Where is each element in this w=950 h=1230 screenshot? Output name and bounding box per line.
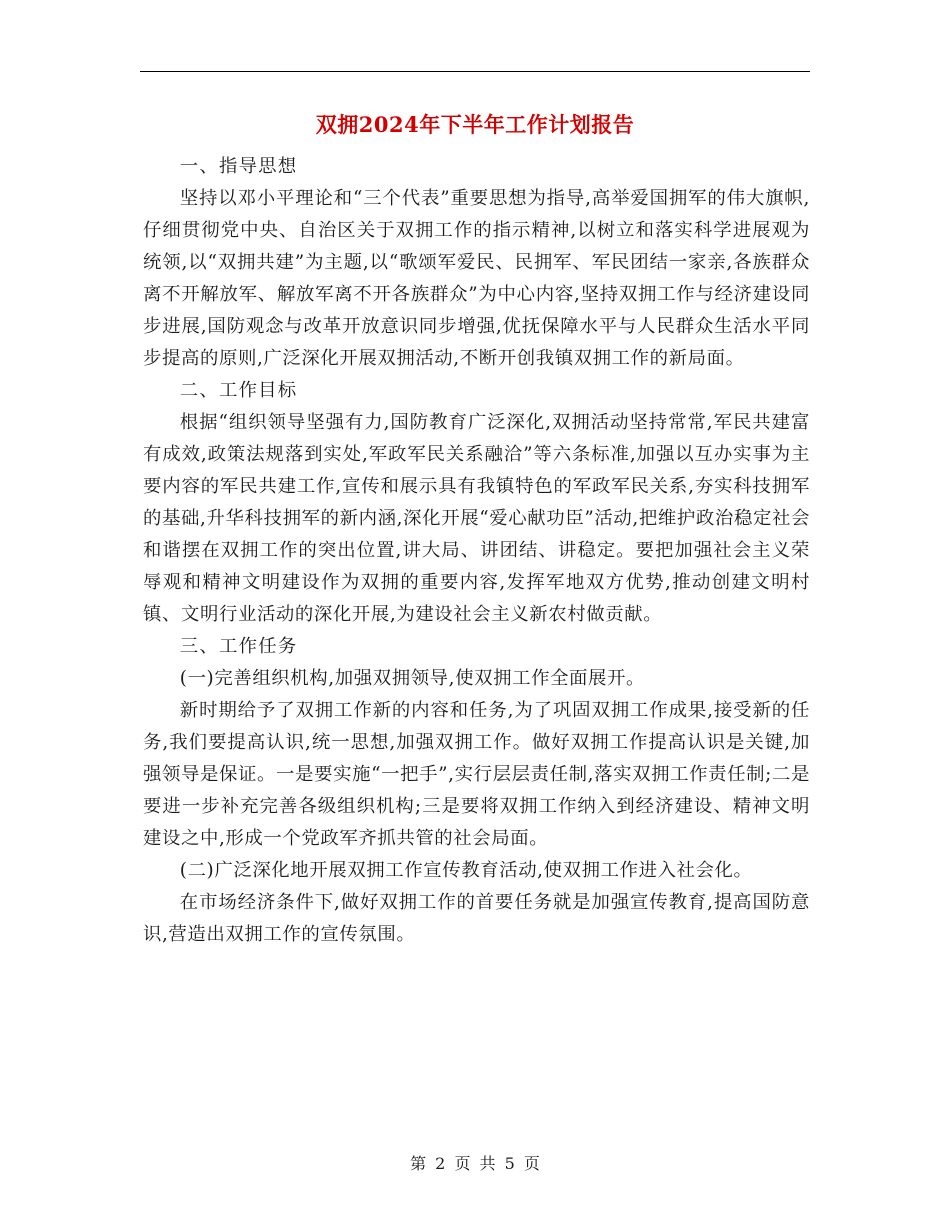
document-body	[143, 151, 810, 951]
subheading-task-one: (一)完善组织机构,加强双拥领导,使双拥工作全面展开。	[179, 668, 646, 689]
paragraph-guiding-ideology: 坚持以邓小平理论和“三个代表”重要思想为指导,高举爱国拥军的伟大旗帜,仔细贯彻党中央、自治区关于双拥工作的指示精神,以树立和落实科学进展观为统领,以“双拥共建”为主题,以“歌颂军爱民、民拥军、军民团结一家亲,各族群众离不开解放军、解放军离不开各族群众”为中心内容,坚持双拥工作与经济建设同步进展,国防观念与改革开放意识同步增强,优抚保障水平与人民群众生活水平同步提高的原则,广泛深化开展双拥活动,不断开创我镇双拥工作的新局面。	[143, 188, 810, 369]
document-title: 双拥2024年下半年工作计划报告	[315, 112, 635, 137]
section-heading-work-goals: 二、工作目标	[179, 380, 298, 401]
paragraph-work-goals: 根据“组织领导坚强有力,国防教育广泛深化,双拥活动坚持常常,军民共建富有成效,政策法规落到实处,军政军民关系融洽”等六条标准,加强以互办实事为主要内容的军民共建工作,宣传和展示具有我镇特色的军政军民关系,夯实科技拥军的基础,升华科技拥军的新内涵,深化开展“爱心献功臣”活动,把维护政治稳定社会和谐摆在双拥工作的突出位置,讲大局、讲团结、讲稳定。要把加强社会主义荣辱观和精神文明建设作为双拥的重要内容,发挥军地双方优势,推动创建文明村镇、文明行业活动的深化开展,为建设社会主义新农村做贡献。	[143, 412, 810, 625]
paragraph-task-one: 新时期给予了双拥工作新的内容和任务,为了巩固双拥工作成果,接受新的任务,我们要提高认识,统一思想,加强双拥工作。做好双拥工作提高认识是关键,加强领导是保证。一是要实施“一把手”,实行层层责任制,落实双拥工作责任制;二是要进一步补充完善各级组织机构;三是要将双拥工作纳入到经济建设、精神文明建设之中,形成一个党政军齐抓共管的社会局面。	[143, 700, 810, 849]
section-heading-guiding-ideology: 一、指导思想	[179, 156, 298, 177]
subheading-task-two: (二)广泛深化地开展双拥工作宣传教育活动,使双拥工作进入社会化。	[179, 860, 753, 881]
header-rule	[140, 71, 810, 72]
page-number-footer: 第 2 页 共 5 页	[410, 1154, 540, 1173]
paragraph-task-two: 在市场经济条件下,做好双拥工作的首要任务就是加强宣传教育,提高国防意识,营造出双拥工作的宣传氛围。	[143, 892, 810, 945]
section-heading-work-tasks: 三、工作任务	[179, 636, 298, 657]
